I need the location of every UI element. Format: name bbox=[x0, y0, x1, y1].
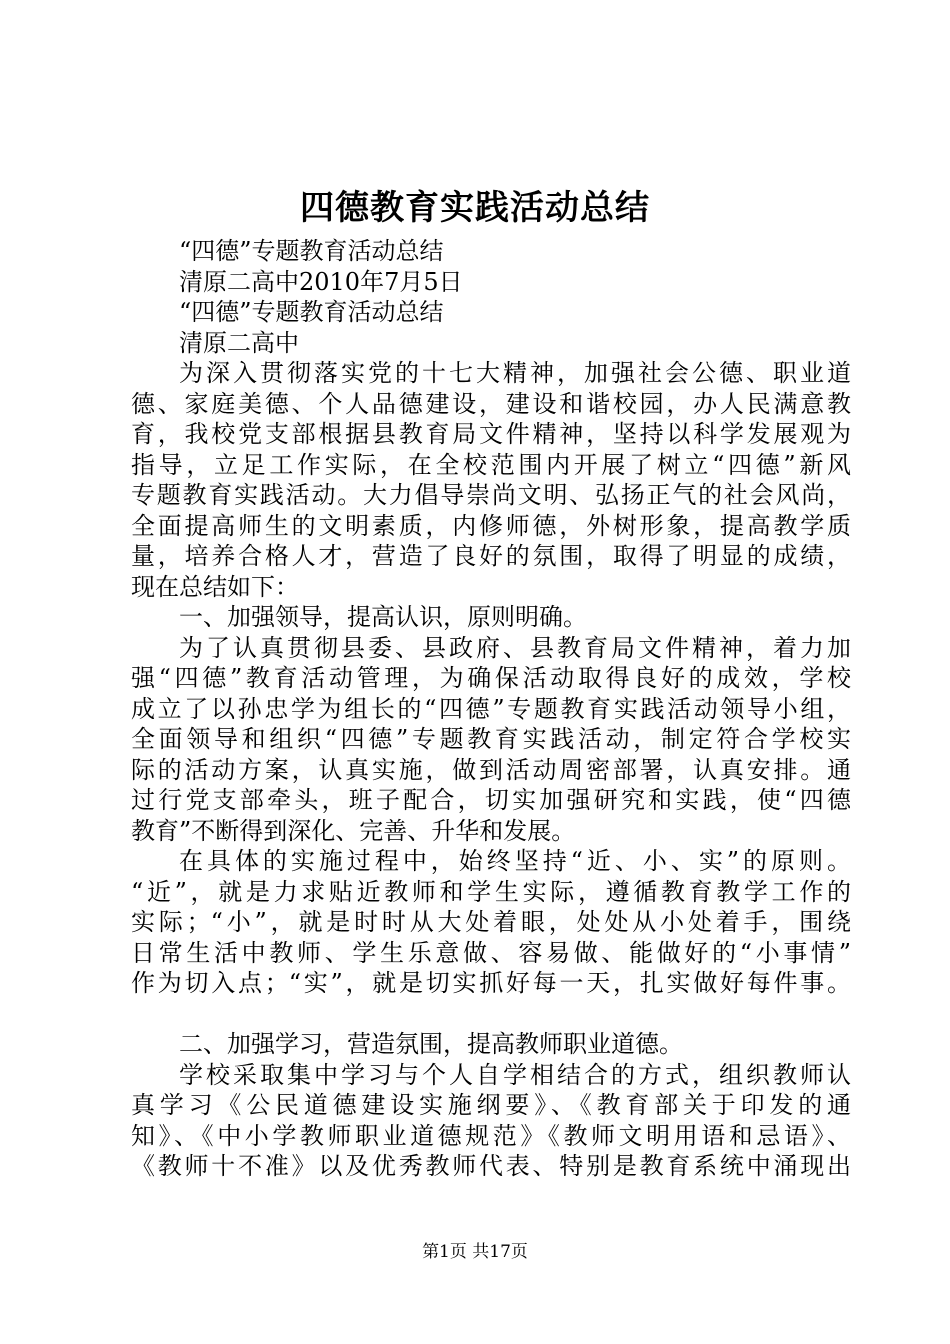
text-line: 为深入贯彻落实党的十七大精神，加强社会公德、职业道 bbox=[179, 359, 851, 387]
document-body bbox=[131, 236, 851, 1182]
text-line: 《教师十不准》以及优秀教师代表、特别是教育系统中涌现出 bbox=[131, 1152, 851, 1180]
text-line: 在具体的实施过程中，始终坚持“近、小、实”的原则。 bbox=[179, 847, 851, 875]
text-line: 实际；“小”，就是时时从大处着眼，处处从小处着手，围绕 bbox=[131, 908, 851, 936]
text-line: 现在总结如下： bbox=[131, 572, 299, 601]
text-line: “四德”专题教育活动总结 bbox=[179, 298, 444, 326]
text-line: 真学习《公民道德建设实施纲要》、《教育部关于印发的通 bbox=[131, 1091, 851, 1119]
text-line: 二、加强学习，营造氛围，提高教师职业道德。 bbox=[179, 1030, 683, 1058]
text-line: 际的活动方案，认真实施，做到活动周密部署，认真安排。通 bbox=[131, 755, 851, 784]
page-footer: 第1页 共17页 bbox=[422, 1242, 528, 1262]
text-line: 过行党支部牵头，班子配合，切实加强研究和实践，使“四德 bbox=[131, 786, 851, 814]
text-line: 作为切入点；“实”，就是切实抓好每一天，扎实做好每件事。 bbox=[131, 969, 851, 997]
text-line: 日常生活中教师、学生乐意做、容易做、能做好的“小事情” bbox=[131, 938, 851, 967]
text-line: 学校采取集中学习与个人自学相结合的方式，组织教师认 bbox=[179, 1060, 851, 1089]
text-line: 专题教育实践活动。大力倡导崇尚文明、弘扬正气的社会风尚， bbox=[131, 481, 851, 509]
text-line: 全面领导和组织“四德”专题教育实践活动，制定符合学校实 bbox=[131, 725, 851, 753]
text-line: 知》、《中小学教师职业道德规范》《教师文明用语和忌语》、 bbox=[131, 1121, 851, 1150]
text-line: “四德”专题教育活动总结 bbox=[179, 237, 444, 265]
text-line: 清原二高中 bbox=[179, 328, 299, 357]
text-line: 为了认真贯彻县委、县政府、县教育局文件精神，着力加 bbox=[179, 633, 851, 662]
document-title: 四德教育实践活动总结 bbox=[300, 188, 650, 228]
text-line: 教育”不断得到深化、完善、升华和发展。 bbox=[131, 816, 576, 845]
text-line: 清原二高中2010年7月5日 bbox=[179, 267, 463, 296]
text-line: 强“四德”教育活动管理，为确保活动取得良好的成效，学校 bbox=[131, 664, 851, 692]
text-line: 成立了以孙忠学为组长的“四德”专题教育实践活动领导小组， bbox=[131, 694, 851, 723]
text-line: 德、家庭美德、个人品德建设，建设和谐校园，办人民满意教 bbox=[131, 389, 851, 418]
text-line: 育，我校党支部根据县教育局文件精神，坚持以科学发展观为 bbox=[131, 420, 851, 448]
text-line: 量，培养合格人才，营造了良好的氛围，取得了明显的成绩， bbox=[131, 542, 851, 570]
text-line: 全面提高师生的文明素质，内修师德，外树形象，提高教学质 bbox=[131, 511, 851, 540]
text-line: “近”，就是力求贴近教师和学生实际，遵循教育教学工作的 bbox=[131, 877, 851, 906]
blank-line bbox=[131, 999, 851, 1030]
text-line: 一、加强领导，提高认识，原则明确。 bbox=[179, 603, 587, 631]
text-line: 指导，立足工作实际，在全校范围内开展了树立“四德”新风 bbox=[131, 450, 851, 479]
